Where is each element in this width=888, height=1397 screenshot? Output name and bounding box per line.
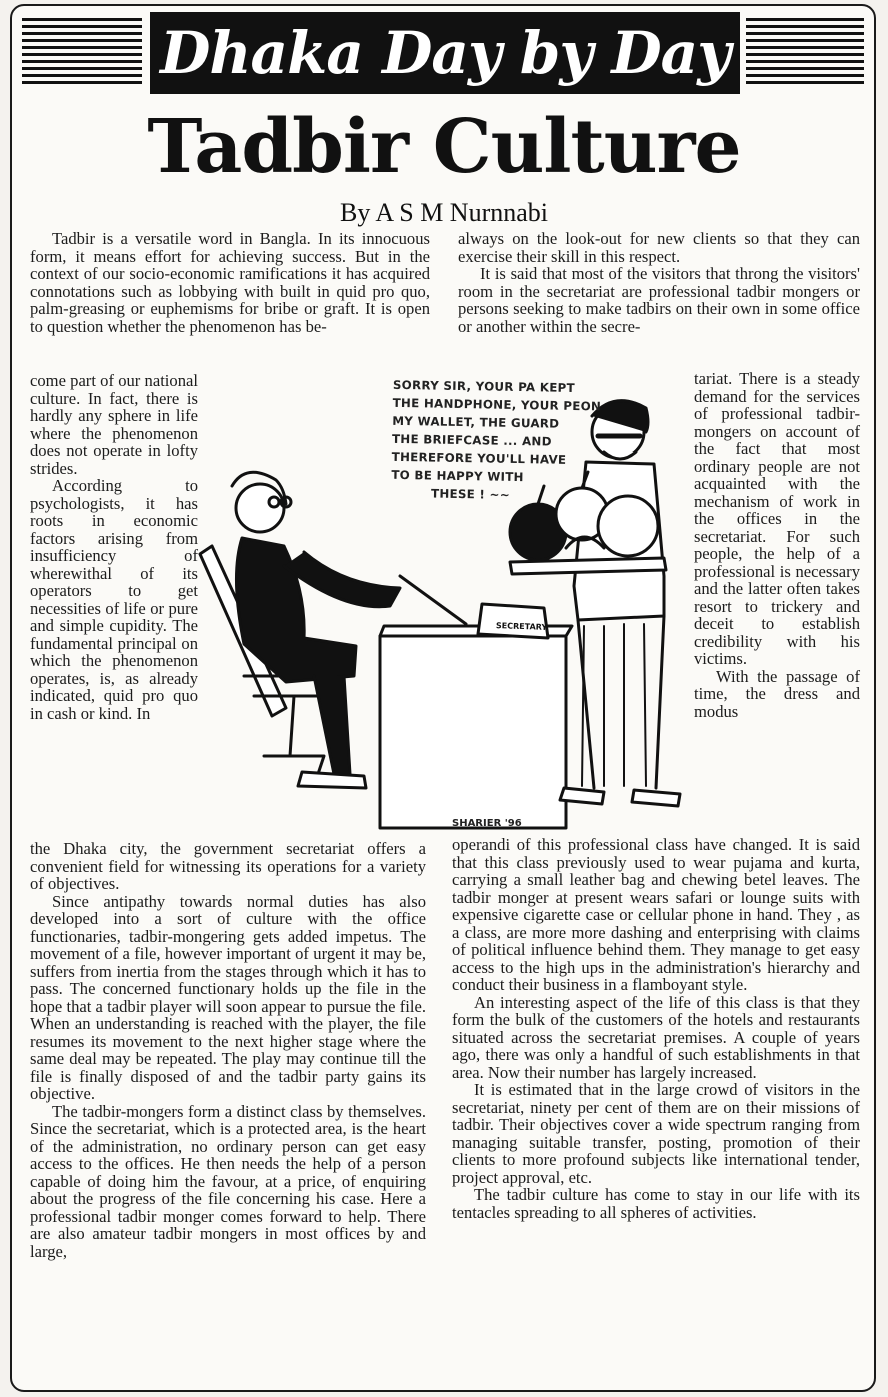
masthead-hatch-left [22,18,142,84]
paragraph: come part of our national culture. In fact, there is hardly any sphere in life where the phenomenon does not operate in lofty strides. [30,371,198,478]
article-headline: Tadbir Culture [147,104,741,190]
pen-icon [400,576,466,624]
speech-line: THESE ! ~~ [430,486,511,502]
cartoonist-signature: SHARIER '96 [452,818,522,829]
text-block-top-left [30,230,430,372]
desk [380,636,566,828]
text-block-bottom-left [30,840,426,1380]
column-masthead [22,12,864,96]
text-block-top-right [458,230,860,372]
masthead-hatch-right [746,18,864,84]
paragraph: An interesting aspect of the life of this class is that they form the bulk of the customers of the hotels and restaurants situated across the secretariat premises. A couple of years ago, there was only a handful of such establishments in that area. Now their number has largely increased. [452,992,860,1082]
article-byline: By A S M Nurnnabi [339,198,549,227]
paragraph: It is said that most of the visitors that throng the visitors' room in the secretariat are professional tadbir mongers or persons seeking to make tadbirs on their own in some office or another within the secre- [458,264,860,336]
paragraph: tariat. There is a steady demand for the services of professional tadbir-mongers on account of the fact that most ordinary people are not acquainted with the mechanism of work in the offices in the secretariat. For such people, the help of a professional is necessary and the latter often takes resort to trickery and deceit to establish credibility with his victims. [694,369,860,668]
text-block-bottom-right [452,836,860,1380]
paragraph: Tadbir is a versatile word in Bangla. In its innocuous form, it means effort for achieving success. But in the context of our socio-economic ramifications it has acquired connotations such as lobbying with built in quid pro quo, palm-greasing or euphemisms for bribe or graft. It is open to question whether the phenomenon has be- [30,229,430,336]
paragraph: operandi of this professional class have changed. It is said that this class previously used to wear pujama and kurta, carrying a small leather bag and chewing betel leaves. The tadbir monger at present wears safari or lounge suits with expensive cigarette case or cellular phone in hand. They , as a class, are more more dashing and enterprising with claims of political influence behind them. They manage to get easy access to the high ups in the administration's hierarchy and conduct their business in a flamboyant style. [452,835,860,994]
speech-line: MY WALLET, THE GUARD [392,413,560,431]
paragraph: The tadbir culture has come to stay in our life with its tentacles spreading to all spheres of activities. [452,1185,860,1222]
desk-plaque-label: SECRETARY [495,621,548,632]
speech-line: THE BRIEFCASE ... AND [391,431,552,449]
paragraph: Since antipathy towards normal duties has also developed into a sort of culture with the office functionaries, tadbir-mongering gets added impetus. The movement of a file, however important of urgent it may be, suffers from inertia from the stages through which it has to pass. The concerned functionary holds up the file in the hope that a tadbir player will soon appear to pursue the file. When an understanding is reached with the player, the file resumes its movement to the next higher stage where the same deal may be repeated. The play may continue till the file is finally disposed of and the tadbir party gains its objective. [30,891,426,1103]
text-block-right-narrow [694,370,860,836]
column-title: Dhaka Day by Day [150,12,740,94]
official-head [236,484,284,532]
speech-line: THE HANDPHONE, YOUR PEON [392,395,602,414]
speech-line: THEREFORE YOU'LL HAVE [391,449,567,467]
speech-line: SORRY SIR, YOUR PA KEPT [392,377,576,396]
paragraph: always on the look-out for new clients so that they can exercise their skill in this respect. [458,229,860,266]
speech-line: TO BE HAPPY WITH [391,467,524,485]
paragraph: With the passage of time, the dress and modus [694,666,860,721]
paragraph: the Dhaka city, the government secretariat offers a convenient field for witnessing its operations for a variety of objectives. [30,839,426,893]
paragraph: The tadbir-mongers form a distinct class by themselves. Since the secretariat, which is a protected area, is the heart of the administration, no ordinary person can get easy access to the offices. He then needs the help of a person capable of doing him the favour, at a price, of enquiring about the progress of the file concerning his case. Here a professional tadbir monger comes forward to help. There are also amateur tadbir mongers in most offices by and large, [30,1101,426,1261]
paragraph: It is estimated that in the large crowd of visitors in the secretariat, ninety per cent of them are on their missions of tadbir. Their objectives cover a wide spectrum ranging from managing suitable transfer, posting, promotion of their clients to more profound subjects like international tender, project approval, etc. [452,1080,860,1187]
text-block-left-narrow [30,372,198,840]
cartoon-speech [391,376,643,506]
paragraph: According to psychologists, it has roots in economic factors arising from insufficiency of wherewithal of its operators to get necessities of life or pure and simple cupidity. The fundamental principal on which the phenomenon operates, is, as already indicated, quid pro quo in cash or kind. In [30,476,198,723]
